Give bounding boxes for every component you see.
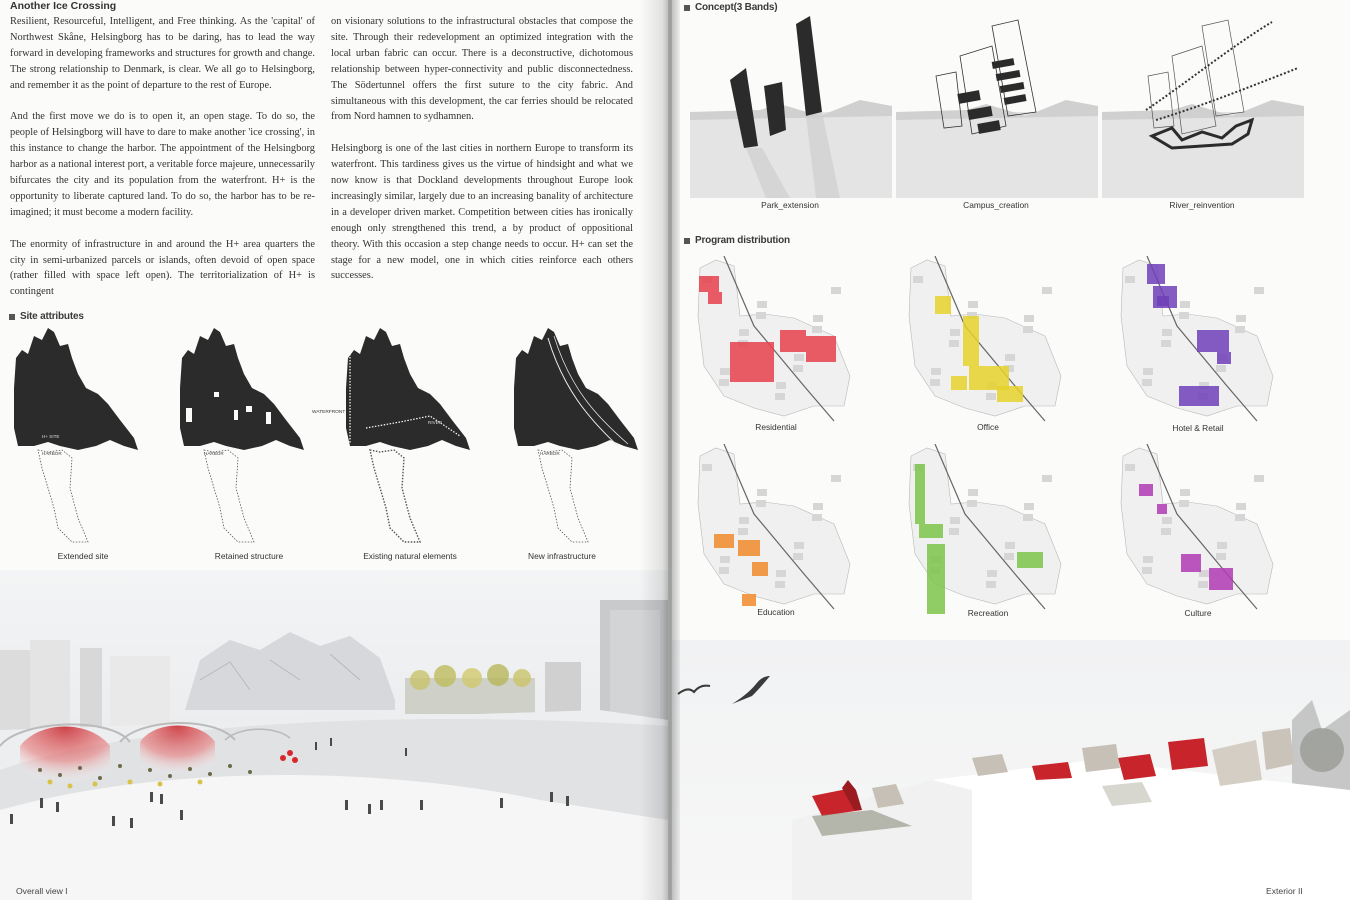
paragraph: The enormity of infrastructure in and around the H+ area quarters the city in semi-urbanized parcels or islands, often devoid of open space (rather filled with space left open). The territorialization of H+ is contingent (10, 238, 315, 298)
program-map-hotel-retail (1117, 256, 1277, 426)
caption-hotel-retail: Hotel & Retail (1172, 423, 1224, 433)
section-heading-program: Program distribution (684, 235, 790, 246)
site-diagram-infrastructure (508, 328, 648, 550)
caption-education: Education (757, 607, 795, 617)
site-diagram-retained (174, 328, 314, 550)
harbor-label: HARBOR (204, 451, 224, 456)
overall-view-render (0, 570, 668, 900)
bullet-square-icon (684, 5, 690, 11)
h-site-label: H+ SITE (42, 434, 60, 439)
caption-retained-structure: Retained structure (214, 551, 284, 561)
caption-river-reinvention: River_reinvention (1169, 200, 1235, 210)
text-column-1 (10, 14, 315, 316)
caption-natural-elements: Existing natural elements (363, 551, 457, 561)
site-diagram-extended (8, 328, 148, 550)
bullet-square-icon (684, 238, 690, 244)
caption-campus-creation: Campus_creation (963, 200, 1029, 210)
caption-office: Office (977, 422, 999, 432)
bullet-square-icon (9, 314, 15, 320)
caption-overall-view: Overall view I (16, 886, 68, 896)
right-page (672, 0, 1350, 900)
river-label: RIVER (428, 420, 443, 425)
caption-extended-site: Extended site (57, 551, 109, 561)
paragraph: Resilient, Resourceful, Intelligent, and Free thinking. As the 'capital' of Northwest Skåne, Helsingborg has to be daring, has to lead the way forward in developing frameworks and structures for growth and change. The strong relationship to Denmark, is clear. We all go to Helsingborg, and remember it as the point of departure to the rest of Europe. (10, 16, 315, 91)
program-map-office (905, 256, 1065, 426)
caption-new-infrastructure: New infrastructure (528, 551, 596, 561)
concept-diagram-park (690, 16, 892, 198)
waterfront-label: WATERFRONT (312, 410, 346, 415)
concept-diagram-river (1102, 16, 1304, 198)
caption-residential: Residential (755, 422, 797, 432)
site-diagram-natural (310, 328, 480, 550)
paragraph: on visionary solutions to the infrastructural obstacles that compose the site. Through their redevelopment an optimized integration with the local urban fabric can occur. There is a deconstructive, dichotomous relationship between hyper-connectivity and public disconnectedness. The Södertunnel offers the first suture to the city fabric. And simultaneous with this development, the car ferries should be relocated from Nord hamnen to sydhamnen. (331, 16, 633, 123)
caption-exterior-view: Exterior II (1266, 886, 1303, 896)
paragraph: Helsingborg is one of the last cities in northern Europe to transform its waterfront. This tardiness gives us the virtue of hindsight and what we now know is that Dockland developments throughout Europe look increasingly similar, largely due to an increasing banality of architecture in a developer driven market. Competition between cities has ironically enough only strengthened this trend, a by product of oppositional theory. With this occasion a step change needs to occur. H+ can set the stage for a new model, one in which cities reinforce each others successes. (331, 143, 633, 282)
exterior-view-render (672, 640, 1350, 900)
article-title: Another Ice Crossing (10, 0, 117, 12)
caption-recreation: Recreation (967, 608, 1009, 618)
harbor-label: HARBOR (540, 451, 560, 456)
program-map-residential (694, 256, 854, 426)
caption-culture: Culture (1184, 608, 1212, 618)
concept-diagram-campus (896, 16, 1098, 198)
harbor-label: HARBOR (42, 451, 62, 456)
section-heading-concept: Concept(3 Bands) (684, 2, 777, 13)
program-map-education (694, 444, 854, 614)
left-page (0, 0, 668, 900)
paragraph: And the first move we do is to open it, an open stage. To do so, the people of Helsingborg will have to dare to make another 'ice crossing', in this instance to change the harbor. The appointment of the Helsingborg harbor as a national interest port, a veritable force majeure, unnecessarily bifurcates the city and its population from the waterfront. H+ is the opportunity to liberate captured land. To do so, the harbor has to be re-imagined; it must become a modern facility. (10, 111, 315, 218)
program-map-culture (1117, 444, 1277, 614)
program-map-recreation (905, 444, 1065, 614)
text-column-2 (331, 14, 633, 300)
section-heading-site-attributes: Site attributes (9, 311, 84, 322)
caption-park-extension: Park_extension (761, 200, 819, 210)
